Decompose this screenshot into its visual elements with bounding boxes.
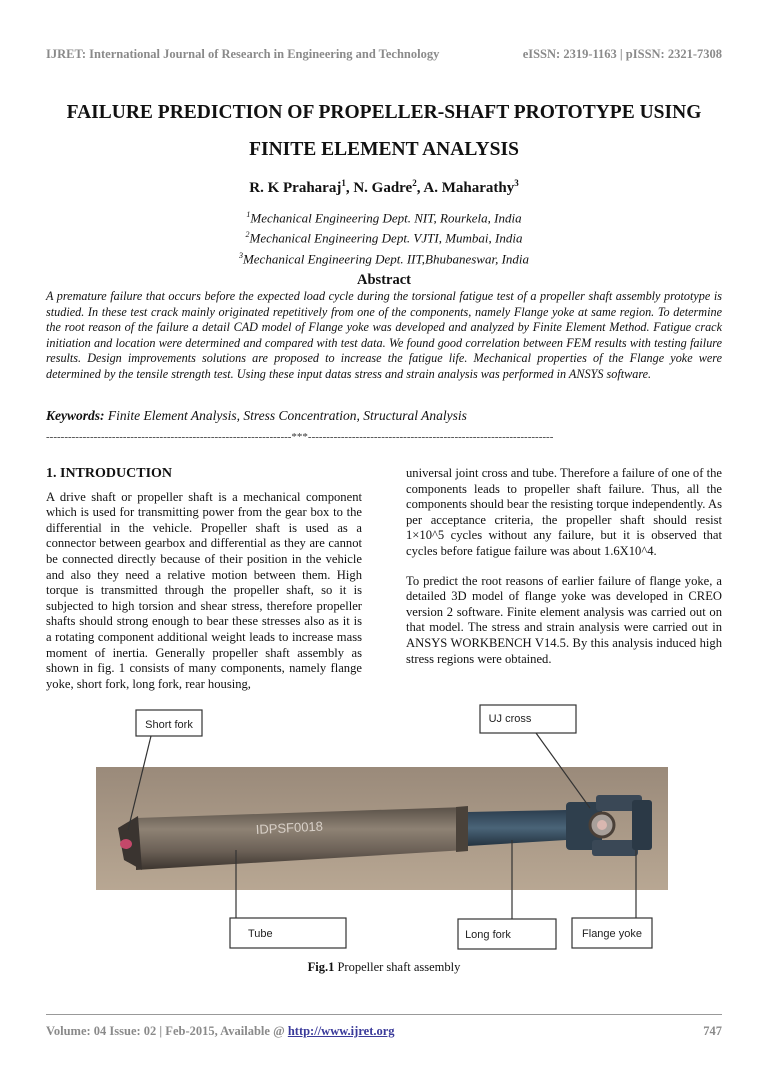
affiliation-text: Mechanical Engineering Dept. IIT,Bhubaneswar, India [242, 250, 530, 266]
author-sup: 1 [341, 178, 346, 188]
intro-paragraph: To predict the root reasons of earlier failure of flange yoke, a detailed 3D model of flange yoke was developed in CREO version 2 software. Finite element analysis was carried out on that model. The stress and strain analysis were carried out in ANSYS WORKBENCH V14.5. By this analysis induced high stress regions were obtained. [406, 573, 722, 666]
footer-divider [46, 1014, 722, 1015]
abstract-text: A premature failure that occurs before the expected load cycle during the torsional fatigue test of a propeller shaft assembly prototype is studied. In these test crack mainly originated repetitively from one of the components, namely Flange yoke at same region. To determine the root reason of the failure a detail CAD model of Flange yoke was developed and analyzed by Finite Element Method. Fatigue crack initiation and location were determined and compared with test data. We found good correlation between FEM results with testing failure results. Design improvements solutions are proposed to increase the fatigue life. Mechanical properties of the Flange yoke were determined by the tensile strength test. Using these input datas stress and strain analysis was performed in ANSYS software. [46, 289, 722, 381]
left-column [46, 466, 362, 706]
figure-caption-text: Propeller shaft assembly [334, 960, 461, 974]
label-flange-yoke-text: Flange yoke [582, 928, 642, 940]
affiliation-sup: 3 [238, 250, 243, 260]
intro-paragraph: universal joint cross and tube. Therefore a failure of one of the components leads to propeller shaft failure. Thus, all the components should bear the resisting torque independently. As per acceptance criteria, the propeller shaft should resist 1×10^5 cycles without any failure, but it is observed that cycles before fatigue failure was about 1.6X10^4. [406, 466, 722, 558]
shaft-marking: IDPSF0018 [255, 818, 324, 837]
tube-end-ring [456, 806, 468, 852]
label-uj-cross-text: UJ cross [488, 713, 532, 725]
figure-1 [96, 700, 668, 955]
label-long-fork-text: Long fork [465, 929, 511, 941]
author-sep: , [345, 180, 354, 196]
section-heading-introduction: 1. INTRODUCTION [46, 466, 173, 481]
footer-volume-info [46, 1024, 395, 1039]
author-sup: 2 [412, 178, 417, 188]
long-fork-shaft [468, 810, 566, 846]
figure-caption [0, 960, 768, 975]
author: R. K Praharaj [249, 180, 342, 196]
keywords [46, 408, 722, 424]
title-line-2: FINITE ELEMENT ANALYSIS [249, 139, 519, 160]
uj-bearing-center [597, 820, 607, 830]
paper-title [40, 94, 728, 168]
author: A. Maharathy [423, 180, 515, 196]
affiliation-text: Mechanical Engineering Dept. NIT, Rourkela, India [250, 210, 522, 226]
title-line-1: FAILURE PREDICTION OF PROPELLER-SHAFT PROTOTYPE USING [66, 102, 702, 123]
page-footer [46, 1024, 722, 1039]
author-sup: 3 [514, 178, 519, 188]
affiliation-sup: 1 [246, 210, 251, 219]
affiliation [0, 226, 768, 246]
right-column [406, 466, 722, 681]
author: N. Gadre [353, 180, 413, 196]
label-tube-text: Tube [248, 928, 273, 940]
section-separator: -------------------------------------------------------------------***------------------------------------------------------------------- [46, 431, 554, 443]
affiliation-sup: 2 [245, 230, 250, 240]
propeller-shaft-photo [96, 700, 668, 955]
issn: eISSN: 2319-1163 | pISSN: 2321-7308 [522, 47, 722, 61]
affiliations [0, 206, 768, 267]
affiliation [0, 206, 768, 226]
short-fork-marking [120, 839, 132, 849]
flange-yoke-plate [632, 800, 652, 850]
label-short-fork-text: Short fork [145, 719, 193, 731]
author-sep: , [416, 180, 424, 196]
figure-caption-label: Fig.1 [307, 960, 335, 974]
footer-left-text: Volume: 04 Issue: 02 | Feb-2015, Available @ [46, 1024, 288, 1038]
keywords-label: Keywords: [46, 408, 105, 423]
affiliation-text: Mechanical Engineering Dept. VJTI, Mumbai, India [249, 230, 523, 246]
author-list [0, 178, 768, 197]
flange-yoke-bottom [592, 840, 638, 856]
journal-link[interactable]: http://www.ijret.org [287, 1024, 395, 1038]
running-header [46, 47, 722, 62]
abstract-heading: Abstract [357, 272, 411, 288]
affiliation [0, 247, 768, 267]
page-number: 747 [703, 1024, 722, 1038]
intro-paragraph: A drive shaft or propeller shaft is a mechanical component which is used for transmitting power from the gear box to the differential in the vehicle. Propeller shaft is used as a connector between gearbox and differential as they are cannot be connected directly because of their position in the vehicle and also they need a relative motion between them. High torque is transmitted through the propeller shaft, so it is subjected to high torsion and shear stress, therefore propeller shafts should strong enough to bear these stresses also as it is a rotating component additional weight leads to increase mass moment of inertia. Generally propeller shaft assembly as shown in fig. 1 consists of many components, namely flange yoke, short fork, long fork, rear housing, [46, 489, 362, 691]
journal-name: IJRET: International Journal of Research in Engineering and Technology [46, 47, 440, 61]
keywords-text: Finite Element Analysis, Stress Concentration, Structural Analysis [107, 408, 467, 423]
